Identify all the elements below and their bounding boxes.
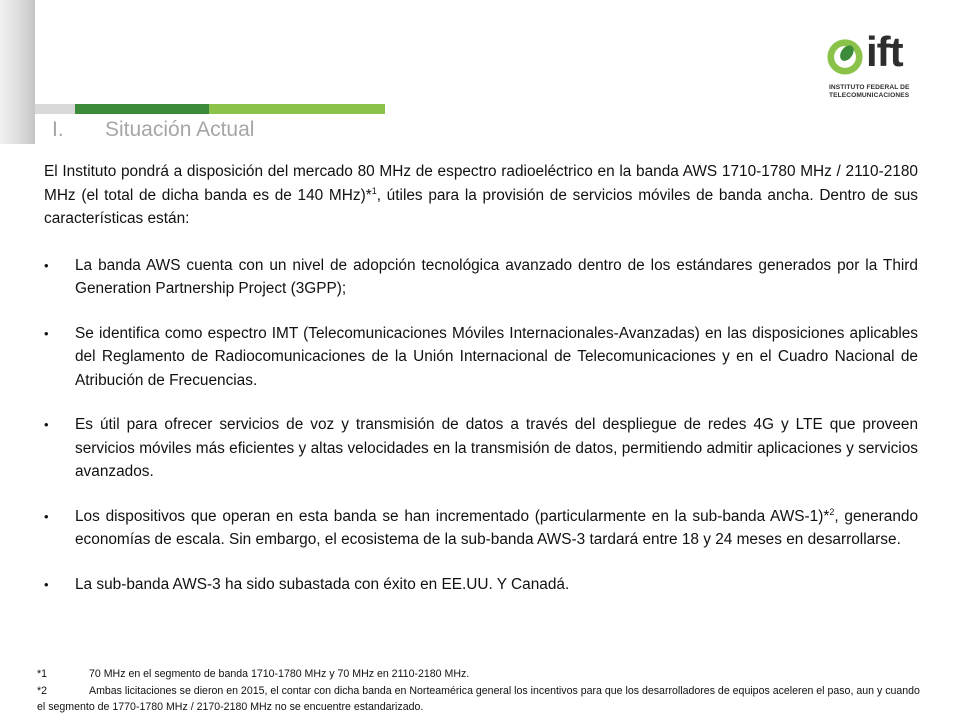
footnote-ref: 2 — [829, 506, 835, 517]
intro-text-part1: El Instituto pondrá a disposición del mercado 80 MHz de espectro radioeléctrico en la banda AWS 1710-1780 MHz / 2110-2180 MHz (el total de dicha banda es de 140 MHz)* — [44, 163, 918, 204]
footnote-mark: *1 — [37, 668, 48, 680]
list-item-text: Es útil para ofrecer servicios de voz y transmisión de datos a través del despliegue de redes 4G y LTE que proveen servicios móviles más eficientes y altas velocidades en la transmisión de datos, permitiendo admitir aplicaciones y servicios avanzados. — [75, 416, 918, 480]
bullet-icon: • — [44, 325, 49, 341]
bullet-icon: • — [44, 417, 49, 432]
bullet-icon: • — [44, 508, 49, 524]
footnotes — [37, 666, 925, 716]
section-title-text: Situación Actual — [105, 118, 255, 141]
ift-logo — [826, 28, 938, 104]
ift-logo-mark-icon — [826, 36, 864, 76]
list-item — [44, 573, 918, 597]
list-item — [44, 505, 918, 552]
ift-logo-subtitle — [829, 84, 939, 100]
bullet-icon: • — [44, 257, 49, 273]
list-item-text: Se identifica como espectro IMT (Telecomunicaciones Móviles Internacionales-Avanzadas) en las disposiciones aplicables del Reglamento de Radiocomunicaciones de la Unión Internacional de Telecomunicaciones y en el Cuadro Nacional de Atribución de Frecuencias. — [75, 324, 918, 389]
list-item-text: La banda AWS cuenta con un nivel de adopción tecnológica avanzado dentro de los estándares generados por la Third Generation Partnership Project (3GPP); — [75, 256, 918, 297]
ift-wordmark: ift — [866, 28, 903, 75]
side-decor-bar — [0, 0, 35, 144]
ift-logo-subtitle-line2: TELECOMUNICACIONES — [829, 92, 910, 99]
footnote-text: Ambas licitaciones se dieron en 2015, el contar con dicha banda en Norteamérica general los incentivos para que los desarrolladores de equipos aceleren el paso, aun y cuando el segmento de 1770-1780 MHz / 2170-2180 MHz no se encuentre estandarizado. — [37, 684, 920, 713]
bullet-icon: • — [44, 576, 49, 592]
footnote-1 — [37, 666, 925, 683]
list-item-text-part1: Los dispositivos que operan en esta banda se han incrementado (particularmente en la sub-banda AWS-1)* — [75, 507, 830, 525]
list-item-text-part2: , generando economías de escala. Sin embargo, el ecosistema de la sub-banda AWS-3 tardará entre 18 y 24 meses en desarrollarse. — [75, 507, 919, 548]
header-stripe-gray — [35, 104, 75, 114]
section-title — [52, 118, 254, 142]
section-number: I. — [52, 118, 64, 141]
ift-logo-subtitle-line1: INSTITUTO FEDERAL DE — [829, 84, 910, 91]
intro-footnote-ref: 1 — [371, 185, 377, 196]
header-stripe-light-green — [209, 104, 385, 114]
list-item — [44, 254, 918, 301]
characteristics-list — [44, 254, 918, 597]
list-item — [44, 322, 918, 393]
list-item-text: La sub-banda AWS-3 ha sido subastada con éxito en EE.UU. Y Canadá. — [75, 575, 570, 593]
intro-paragraph — [44, 160, 918, 231]
footnote-mark: *2 — [37, 684, 48, 697]
header-stripe-dark-green — [75, 104, 209, 114]
intro-text-part2: , útiles para la provisión de servicios móviles de banda ancha. Dentro de sus características están: — [44, 186, 918, 227]
list-item — [44, 413, 918, 484]
main-content — [44, 160, 918, 617]
footnote-2 — [37, 683, 925, 716]
footnote-text: 70 MHz en el segmento de banda 1710-1780 MHz y 70 MHz en 2110-2180 MHz. — [89, 668, 470, 680]
